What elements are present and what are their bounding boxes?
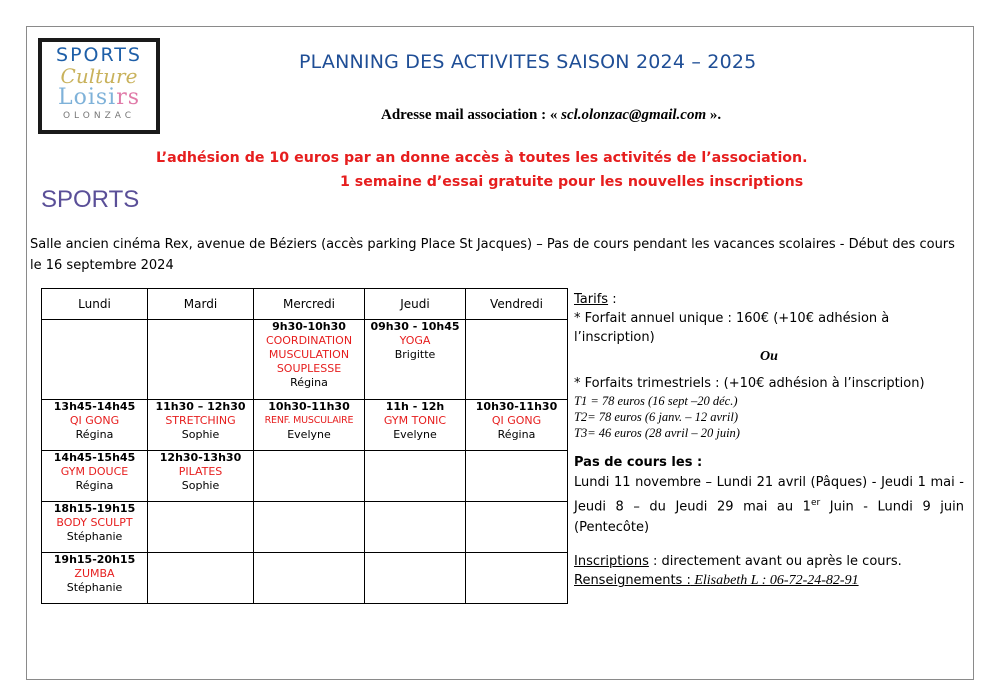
no-class-dates — [574, 472, 964, 538]
slot-instructor: Stéphanie — [66, 581, 123, 594]
slot-empty — [254, 553, 365, 604]
tarif-t1: T1 = 78 euros (16 sept –20 déc.) — [574, 394, 738, 408]
logo-olonzac-text: OLONZAC — [62, 111, 136, 121]
tarifs-heading-colon: : — [608, 292, 617, 307]
spacer — [574, 366, 964, 374]
tarif-annual: * Forfait annuel unique : 160€ (+10€ adhésion à l’inscription) — [574, 311, 890, 345]
renseignements-line — [574, 571, 964, 590]
day-header-vendredi: Vendredi — [466, 289, 568, 320]
renseignements-label: Renseignements : — [574, 573, 691, 589]
slot-activity: YOGA — [399, 334, 431, 347]
slot-time: 10h30-11h30 — [268, 400, 350, 413]
slot-mardi-pilates — [148, 451, 254, 502]
slot-empty — [148, 553, 254, 604]
tarif-or: Ou — [760, 349, 778, 364]
schedule-row-4 — [42, 502, 568, 553]
email-label: Adresse mail association : « — [381, 107, 562, 123]
slot-instructor: Sophie — [181, 479, 220, 492]
day-header-lundi: Lundi — [42, 289, 148, 320]
slot-empty — [254, 502, 365, 553]
slot-activity: QI GONG — [491, 414, 542, 427]
slot-time: 14h45-15h45 — [53, 451, 136, 464]
slot-mercredi-renforcement — [254, 400, 365, 451]
slot-empty — [466, 502, 568, 553]
slot-empty — [466, 320, 568, 400]
slot-activity: BODY SCULPT — [56, 516, 133, 529]
slot-lundi-bodysculpt — [42, 502, 148, 553]
slot-time: 13h45-14h45 — [53, 400, 136, 413]
slot-activity: STRETCHING — [165, 414, 236, 427]
slot-time: 19h15-20h15 — [53, 553, 136, 566]
slot-jeudi-yoga — [365, 320, 466, 400]
no-class-heading: Pas de cours les : — [574, 455, 703, 470]
no-class-sup: er — [810, 498, 821, 508]
slot-instructor: Stéphanie — [66, 530, 123, 543]
logo-loisirs-text — [42, 87, 156, 109]
slot-activity: GYM DOUCE — [60, 465, 129, 478]
schedule-table — [41, 288, 568, 604]
day-header-mardi: Mardi — [148, 289, 254, 320]
schedule-row-3 — [42, 451, 568, 502]
slot-instructor: Evelyne — [287, 428, 331, 441]
slot-empty — [365, 553, 466, 604]
slot-activity: QI GONG — [69, 414, 120, 427]
slot-activity: ZUMBA — [74, 567, 115, 580]
inscriptions-text: : directement avant ou après le cours. — [648, 554, 902, 570]
slot-time: 09h30 - 10h45 — [370, 320, 460, 333]
info-panel — [574, 290, 964, 590]
inscriptions-label: Inscriptions — [574, 554, 649, 570]
slot-instructor: Régina — [497, 428, 536, 441]
slot-lundi-gymdouce — [42, 451, 148, 502]
email-end: ». — [706, 107, 722, 123]
slot-activity: SOUPLESSE — [276, 362, 342, 375]
slot-time: 11h30 – 12h30 — [155, 400, 246, 413]
slot-activity: MUSCULATION — [268, 348, 350, 361]
slot-lundi-qigong — [42, 400, 148, 451]
slot-instructor: Sophie — [181, 428, 220, 441]
no-class-dates-a: Lundi 11 novembre – Lundi 21 avril (Pâques) - Jeudi 1 mai - Jeudi 8 – du Jeudi 29 mai au 1 — [574, 475, 964, 515]
slot-empty — [148, 502, 254, 553]
no-class-dates-b: Juin - Lundi 9 juin (Pentecôte) — [574, 499, 964, 536]
slot-instructor: Régina — [75, 479, 114, 492]
slot-time: 10h30-11h30 — [475, 400, 558, 413]
logo-sports-text: SPORTS — [56, 44, 142, 66]
slot-jeudi-gymtonic — [365, 400, 466, 451]
slot-activity: PILATES — [178, 465, 223, 478]
logo-culture-text: Culture — [60, 64, 138, 88]
logo-loisirs-part-b: rs — [116, 85, 141, 110]
slot-empty — [254, 451, 365, 502]
slot-mercredi-coordination — [254, 320, 365, 400]
day-header-jeudi: Jeudi — [365, 289, 466, 320]
slot-time: 12h30-13h30 — [159, 451, 242, 464]
slot-instructor: Evelyne — [393, 428, 437, 441]
day-header-mercredi: Mercredi — [254, 289, 365, 320]
slot-time: 18h15-19h15 — [53, 502, 136, 515]
section-title: SPORTS — [41, 186, 140, 213]
logo-loisirs-part-a: Loisi — [57, 85, 117, 110]
slot-vendredi-qigong — [466, 400, 568, 451]
schedule-row-5 — [42, 553, 568, 604]
email-line — [381, 107, 721, 124]
tarifs-heading-label: Tarifs — [574, 292, 609, 307]
adhesion-line-1: L’adhésion de 10 euros par an donne accès à toutes les activités de l’association. — [156, 150, 808, 166]
slot-empty — [365, 502, 466, 553]
slot-instructor: Régina — [75, 428, 114, 441]
renseignements-contact: Elisabeth L : 06-72-24-82-91 — [690, 573, 859, 589]
schedule-header-row — [42, 289, 568, 320]
adhesion-line-2: 1 semaine d’essai gratuite pour les nouvelles inscriptions — [340, 174, 804, 190]
email-address: scl.olonzac@gmail.com — [561, 107, 707, 123]
schedule-row-1 — [42, 320, 568, 400]
slot-activity: COORDINATION — [265, 334, 353, 347]
slot-empty — [148, 320, 254, 400]
schedule-row-2 — [42, 400, 568, 451]
slot-empty — [466, 553, 568, 604]
inscriptions-line — [574, 552, 964, 571]
slot-mardi-stretching — [148, 400, 254, 451]
slot-empty — [42, 320, 148, 400]
slot-empty — [466, 451, 568, 502]
venue-info: Salle ancien cinéma Rex, avenue de Béziers (accès parking Place St Jacques) – Pas de cours pendant les vacances scolaires - Début des cours le 16 septembre 2024 — [30, 237, 955, 273]
association-logo — [38, 38, 160, 134]
document-page — [26, 26, 974, 680]
slot-instructor: Brigitte — [394, 348, 436, 361]
page-title: PLANNING DES ACTIVITES SAISON 2024 – 2025 — [299, 51, 757, 73]
slot-activity: GYM TONIC — [383, 414, 447, 427]
slot-empty — [365, 451, 466, 502]
slot-lundi-zumba — [42, 553, 148, 604]
slot-activity: RENF. MUSCULAIRE — [264, 415, 354, 426]
tarif-t2: T2= 78 euros (6 janv. – 12 avril) — [574, 410, 738, 424]
tarifs-heading — [574, 290, 964, 309]
slot-instructor: Régina — [290, 376, 328, 389]
tarif-t3: T3= 46 euros (28 avril – 20 juin) — [574, 426, 740, 440]
slot-time: 9h30-10h30 — [272, 320, 346, 333]
slot-time: 11h - 12h — [385, 400, 445, 413]
tarif-trimestriel: * Forfaits trimestriels : (+10€ adhésion à l’inscription) — [574, 376, 925, 391]
